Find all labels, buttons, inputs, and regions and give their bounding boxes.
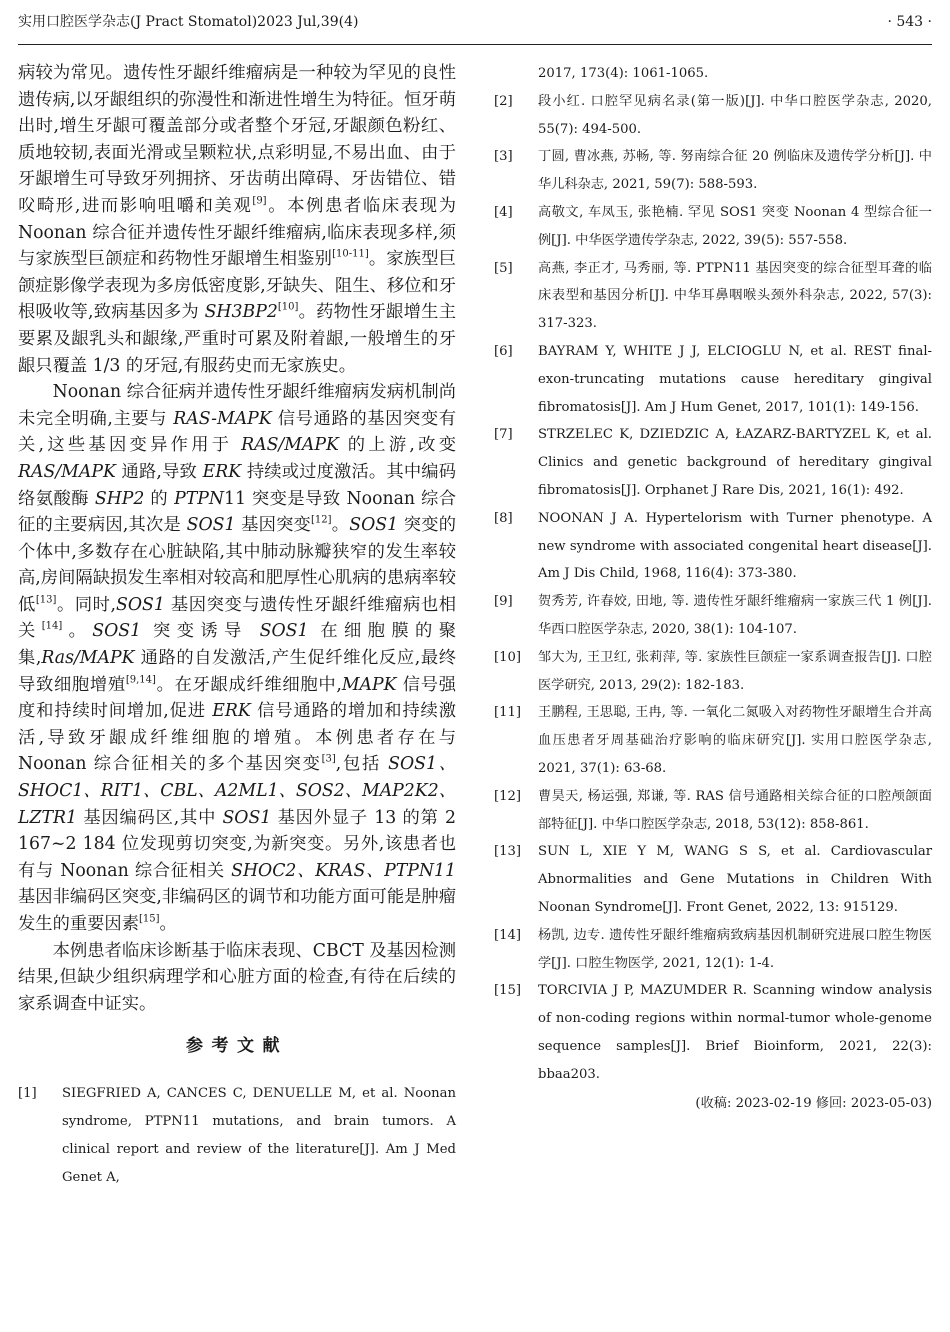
reference-item: [494, 88, 932, 144]
reference-number: [12]: [494, 788, 522, 804]
body-paragraph-3: 本例患者临床诊断基于临床表现、CBCT 及基因检测结果,但缺少组织病理学和心脏方面的检查,有待在后续的家系调查中证实。: [18, 940, 456, 1014]
reference-text: 邹大为, 王卫红, 张莉萍, 等. 家族性巨颌症一家系调查报告[J]. 口腔医学研究, 2013, 29(2): 182-183.: [538, 649, 932, 693]
reference-item: [494, 838, 932, 921]
reference-item-continued: [494, 60, 932, 88]
references-heading: 参考文献: [186, 1036, 288, 1057]
reference-number: [5]: [494, 260, 513, 276]
reference-number: [10]: [494, 649, 522, 665]
received-revised-dates: (收稿: 2023-02-19 修回: 2023-05-03): [695, 1096, 932, 1112]
reference-text: SUN L, XIE Y M, WANG S S, et al. Cardiovascular Abnormalities and Gene Mutations in Children With Noonan Syndrome[J]. Front Genet, 2022, 13: 915129.: [538, 844, 932, 915]
right-column: [494, 60, 932, 1118]
reference-number: [15]: [494, 983, 522, 999]
citation[interactable]: [13]: [35, 594, 57, 606]
reference-item: [494, 783, 932, 839]
citation[interactable]: [10]: [277, 301, 299, 313]
citation[interactable]: [14]: [41, 620, 63, 632]
citation[interactable]: [12]: [311, 514, 332, 526]
reference-item: [18, 1080, 456, 1191]
page-number: · 543 ·: [887, 14, 932, 30]
reference-item: [494, 255, 932, 338]
body-paragraph-1: 病较为常见。遗传性牙龈纤维瘤病是一种较为罕见的良性遗传病,以牙龈组织的弥漫性和渐进性增生为特征。恒牙萌出时,增生牙龈可覆盖部分或者整个牙冠,牙龈颜色粉红、质地较韧,表面光滑或呈颗粒状,点彩明显,不易出血、由于牙龈增生可导致牙列拥挤、牙齿萌出障碍、牙齿错位、错㕮畸形,进而影响咀嚼和美观[9]。本例患者临床表现为 Noonan 综合征并遗传性牙龈纤维瘤病,临床表现多样,须与家族型巨颌症和药物性牙龈增生相鉴别[10-11]。家族型巨颌症影像学表现为多房低密度影,牙缺失、阻生、移位和牙根吸收等,致病基因多为 SH3BP2[10]。药物性牙龈增生主要累及龈乳头和龈缘,严重时可累及附着龈,一般增生的牙龈只覆盖 1/3 的牙冠,有服药史而无家族史。: [18, 63, 456, 376]
reference-item: [494, 421, 932, 504]
reference-number: [4]: [494, 204, 513, 220]
reference-text: SIEGFRIED A, CANCES C, DENUELLE M, et al. Noonan syndrome, PTPN11 mutations, and brain tumors. A clinical report and review of the literature[J]. Am J Med Genet A,: [62, 1086, 456, 1185]
reference-text: NOONAN J A. Hypertelorism with Turner phenotype. A new syndrome with associated congenital heart disease[J]. Am J Dis Child, 1968, 116(4): 373-380.: [538, 510, 932, 582]
reference-text: STRZELEC K, DZIEDZIC A, ŁAZARZ-BARTYZEL K, et al. Clinics and genetic background of hereditary gingival fibromatosis[J]. Orphanet J Rare Dis, 2021, 16(1): 492.: [538, 427, 932, 498]
reference-number: [7]: [494, 427, 513, 443]
reference-number: [2]: [494, 93, 513, 109]
reference-item: [494, 977, 932, 1088]
reference-number: [1]: [18, 1086, 37, 1102]
citation[interactable]: [9,14]: [125, 674, 156, 686]
reference-text: 丁圆, 曹冰燕, 苏畅, 等. 努南综合征 20 例临床及遗传学分析[J]. 中华儿科杂志, 2021, 59(7): 588-593.: [538, 149, 932, 193]
reference-number: [11]: [494, 705, 522, 721]
reference-text: 曹昊天, 杨运强, 郑谦, 等. RAS 信号通路相关综合征的口腔颅颌面部特征[J]. 中华口腔医学杂志, 2018, 53(12): 858-861.: [538, 788, 932, 832]
reference-item: [494, 143, 932, 199]
reference-item: [494, 338, 932, 421]
citation[interactable]: [9]: [252, 195, 267, 207]
reference-item: [494, 644, 932, 700]
reference-number: [494, 60, 538, 88]
reference-item: [494, 199, 932, 255]
reference-text: 贺秀芳, 许春姣, 田地, 等. 遗传性牙龈纤维瘤病一家族三代 1 例[J]. 华西口腔医学杂志, 2020, 38(1): 104-107.: [538, 594, 932, 637]
reference-text: 高敬文, 车凤玉, 张艳楠. 罕见 SOS1 突变 Noonan 4 型综合征一例[J]. 中华医学遗传学杂志, 2022, 39(5): 557-558.: [538, 204, 932, 248]
citation[interactable]: [3]: [321, 753, 336, 765]
reference-number: [14]: [494, 927, 522, 943]
reference-number: [3]: [494, 149, 513, 165]
reference-item: [494, 588, 932, 644]
citation[interactable]: [10-11]: [332, 248, 369, 260]
journal-citation: 实用口腔医学杂志(J Pract Stomatol)2023 Jul,39(4): [18, 14, 359, 30]
reference-number: [8]: [494, 510, 513, 526]
reference-number: [9]: [494, 594, 513, 610]
reference-text: BAYRAM Y, WHITE J J, ELCIOGLU N, et al. REST final-exon-truncating mutations cause hereditary gingival fibromatosis[J]. Am J Hum Genet, 2017, 101(1): 149-156.: [538, 343, 932, 415]
reference-text: 2017, 173(4): 1061-1065.: [538, 66, 709, 81]
reference-item: [494, 505, 932, 588]
body-paragraph-2: Noonan 综合征病并遗传性牙龈纤维瘤病发病机制尚未完全明确,主要与 RAS-MAPK 信号通路的基因突变有关,这些基因变异作用于 RAS/MAPK 的上游,改变 RAS/MAPK 通路,导致 ERK 持续或过度激活。其中编码络氨酸酶 SHP2 的 PTPN11 突变是导致 Noonan 综合征的主要病因,其次是 SOS1 基因突变[12]。SOS1 突变的个体中,多数存在心脏缺陷,其中肺动脉瓣狭窄的发生率较高,房间隔缺损发生率相对较高和肥厚性心肌病的患病率较低[13]。同时,SOS1 基因突变与遗传性牙龈纤维瘤病也相关[14]。SOS1 突变诱导 SOS1 在细胞膜的聚集,Ras/MAPK 通路的自发激活,产生促纤维化反应,最终导致细胞增殖[9,14]。在牙龈成纤维细胞中,MAPK 信号强度和持续时间增加,促进 ERK 信号通路的增加和持续激活,导致牙龈成纤维细胞的增殖。本例患者存在与 Noonan 综合征相关的多个基因突变[3],包括 SOS1、SHOC1、RIT1、CBL、A2ML1、SOS2、MAP2K2、LZTR1 基因编码区,其中 SOS1 基因外显子 13 的第 2 167~2 184 位发现剪切突变,为新突变。另外,该患者也有与 Noonan 综合征相关 SHOC2、KRAS、PTPN11 基因非编码区突变,非编码区的调节和功能方面可能是肿瘤发生的重要因素[15]。: [18, 382, 456, 934]
reference-item: [494, 699, 932, 782]
citation[interactable]: [15]: [138, 913, 160, 925]
left-column: [18, 60, 456, 1192]
reference-text: 高燕, 李正才, 马秀丽, 等. PTPN11 基因突变的综合征型耳聋的临床表型和基因分析[J]. 中华耳鼻咽喉头颈外科杂志, 2022, 57(3): 317-323.: [538, 260, 932, 332]
reference-number: [6]: [494, 343, 513, 359]
reference-text: TORCIVIA J P, MAZUMDER R. Scanning window analysis of non-coding regions within normal-tumor whole-genome sequence samples[J]. Brief Bioinform, 2021, 22(3): bbaa203.: [538, 983, 932, 1082]
reference-text: 段小红. 口腔罕见病名录(第一版)[J]. 中华口腔医学杂志, 2020, 55(7): 494-500.: [538, 93, 932, 137]
reference-item: [494, 922, 932, 978]
running-header: [18, 0, 932, 45]
reference-text: 杨凯, 边专. 遗传性牙龈纤维瘤病致病基因机制研究进展口腔生物医学[J]. 口腔生物医学, 2021, 12(1): 1-4.: [538, 927, 932, 971]
reference-number: [13]: [494, 844, 522, 860]
reference-text: 王鹏程, 王思聪, 王冉, 等. 一氧化二氮吸入对药物性牙龈增生合并高血压患者牙周基础治疗影响的临床研究[J]. 实用口腔医学杂志, 2021, 37(1): 63-68.: [538, 705, 932, 776]
